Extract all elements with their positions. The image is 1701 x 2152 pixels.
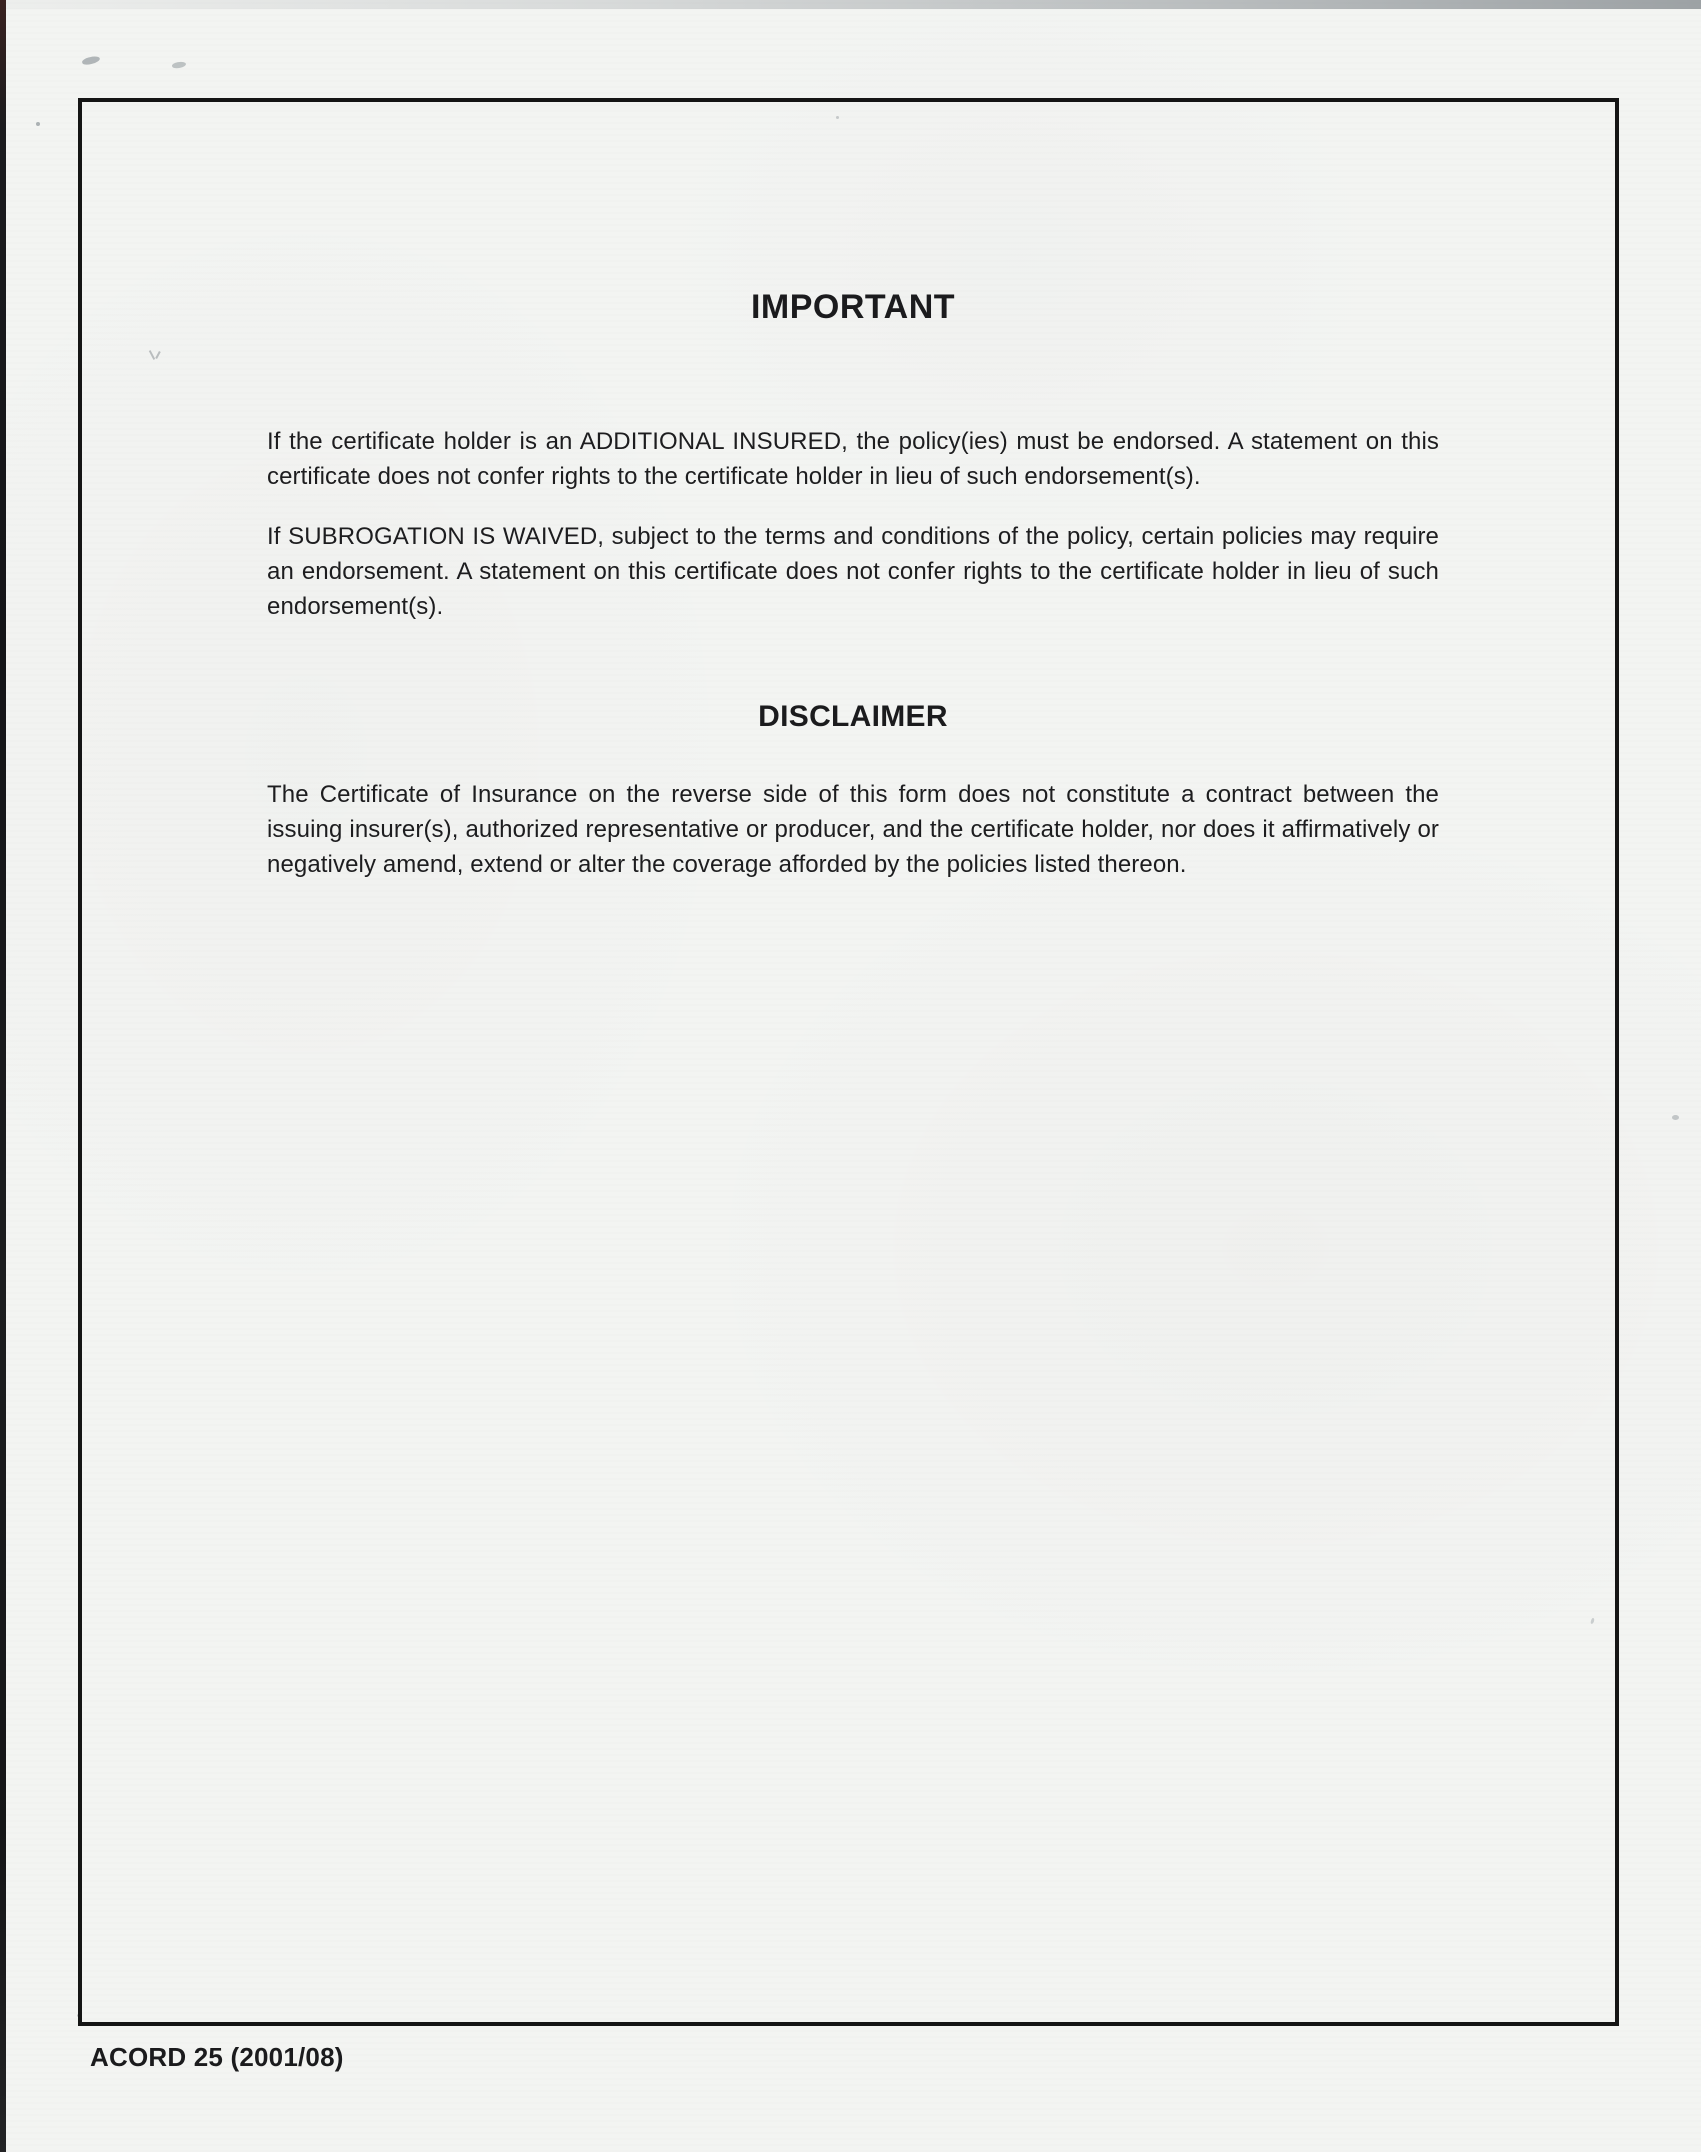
form-number-footer: ACORD 25 (2001/08) <box>90 2042 344 2072</box>
scan-smudge <box>81 55 100 66</box>
form-border-box <box>78 98 1619 2026</box>
additional-insured-paragraph: If the certificate holder is an ADDITIONAL INSURED, the policy(ies) must be endorsed. A statement on this certificate does not confer rights to the certificate holder in lieu of such endorsement(s). <box>267 428 1439 490</box>
scan-edge-left <box>0 0 6 2152</box>
disclaimer-heading: DISCLAIMER <box>758 700 948 733</box>
important-heading: IMPORTANT <box>750 288 956 326</box>
disclaimer-paragraph: The Certificate of Insurance on the reverse side of this form does not constitute a contract between the issuing insurer(s), authorized representative or producer, and the certificate holder, nor does it affirmatively or negatively amend, extend or alter the coverage afforded by the policies listed thereon. <box>267 781 1439 878</box>
subrogation-paragraph: If SUBROGATION IS WAIVED, subject to the terms and conditions of the policy, certain policies may require an endorsement. A statement on this certificate does not confer rights to the certificate holder in lieu of such endorsement(s). <box>267 523 1439 620</box>
scan-speck <box>1672 1115 1679 1120</box>
scan-speck <box>36 122 40 126</box>
scan-edge-top <box>6 0 1701 9</box>
scan-smudge <box>172 61 187 69</box>
